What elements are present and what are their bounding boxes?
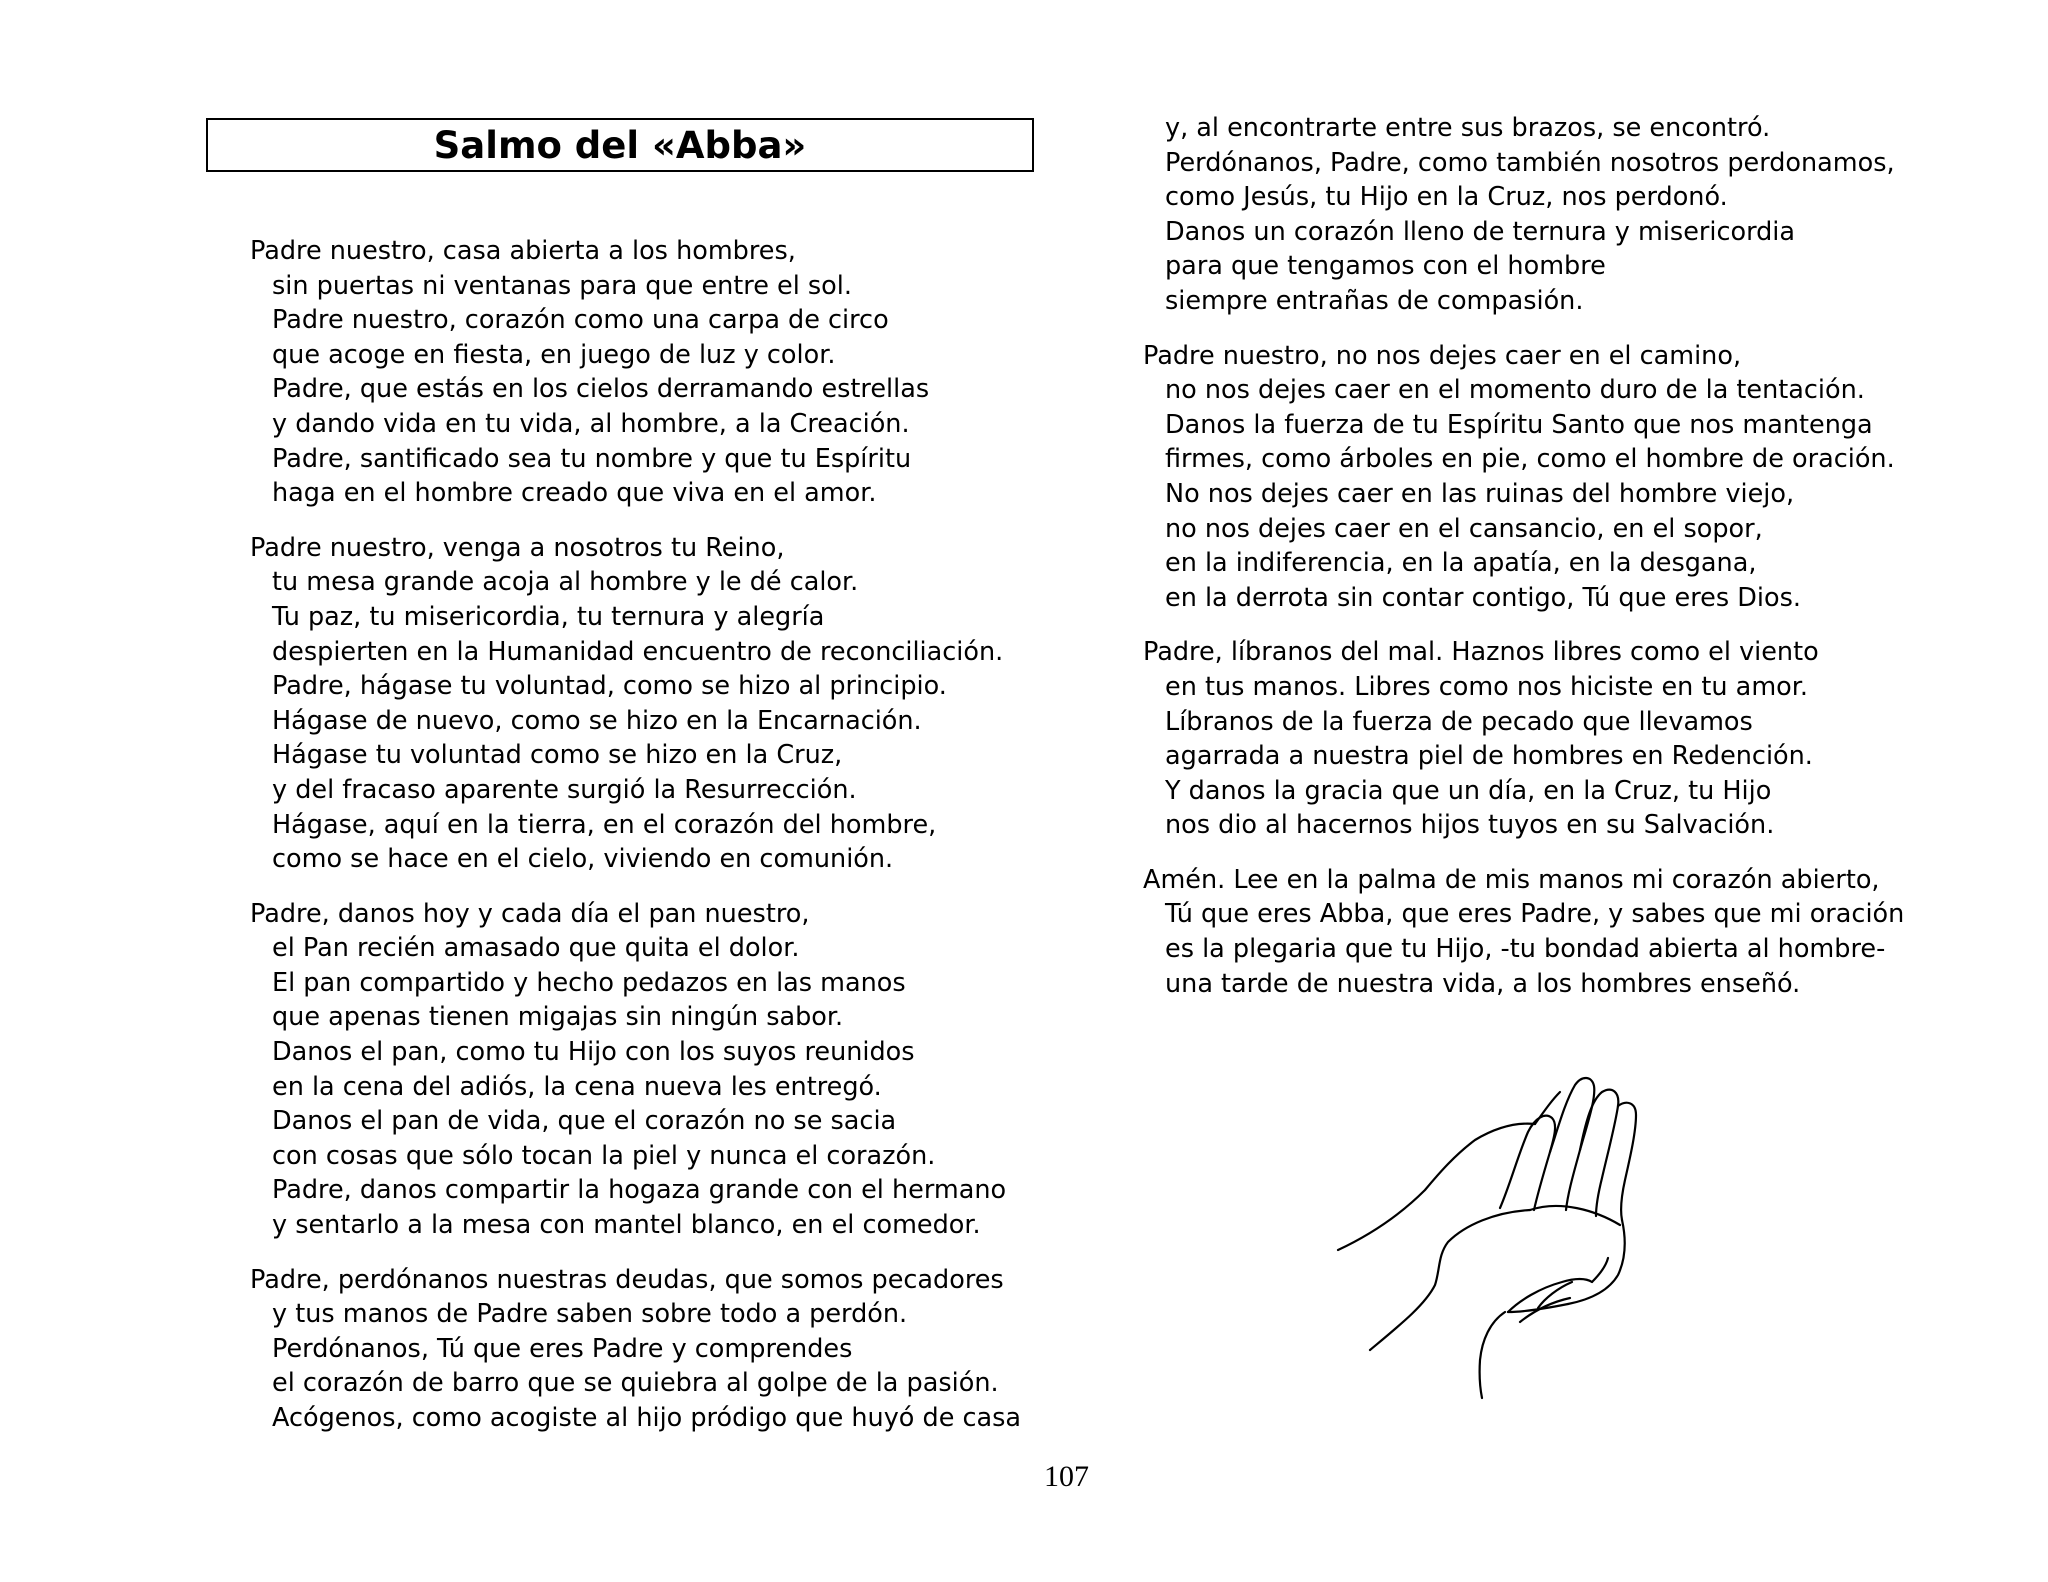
verse-line: como Jesús, tu Hijo en la Cruz, nos perdonó.	[1165, 182, 1728, 213]
verse-line: como se hace en el cielo, viviendo en comunión.	[272, 844, 894, 875]
verse-line: en la indiferencia, en la apatía, en la desgana,	[1165, 548, 1757, 579]
verse-line: Hágase, aquí en la tierra, en el corazón del hombre,	[272, 809, 937, 840]
verse-line: y del fracaso aparente surgió la Resurrección.	[272, 774, 857, 805]
stanza	[1143, 339, 1943, 616]
stanza	[1143, 635, 1943, 843]
verse-line: Danos el pan, como tu Hijo con los suyos reunidos	[272, 1037, 915, 1068]
verse-line: con cosas que sólo tocan la piel y nunca el corazón.	[272, 1140, 936, 1171]
verse-line: Tu paz, tu misericordia, tu ternura y alegría	[272, 601, 825, 632]
verse-line: Danos el pan de vida, que el corazón no se sacia	[272, 1106, 897, 1137]
verse-line: y, al encontrarte entre sus brazos, se encontró.	[1165, 113, 1771, 143]
verse-line: que apenas tienen migajas sin ningún sabor.	[272, 1002, 844, 1033]
page-title: Salmo del «Abba»	[433, 123, 807, 167]
right-column	[1143, 111, 1943, 1021]
verse-line: Danos la fuerza de tu Espíritu Santo que nos mantenga	[1165, 409, 1873, 440]
verse-line: y dando vida en tu vida, al hombre, a la Creación.	[272, 408, 910, 439]
verse-line: Padre, que estás en los cielos derramando estrellas	[272, 374, 930, 405]
verse-line: en tus manos. Libres como nos hiciste en tu amor.	[1165, 671, 1809, 702]
stanza	[250, 1263, 1040, 1436]
left-column	[250, 234, 1040, 1456]
verse-line: sin puertas ni ventanas para que entre el sol.	[272, 270, 852, 301]
verse-line: Padre, líbranos del mal. Haznos libres como el viento	[1143, 637, 1819, 668]
verse-line: no nos dejes caer en el momento duro de la tentación.	[1165, 375, 1865, 406]
verse-line: tu mesa grande acoja al hombre y le dé calor.	[272, 567, 859, 598]
verse-line: El pan compartido y hecho pedazos en las manos	[272, 967, 906, 998]
verse-line: despierten en la Humanidad encuentro de reconciliación.	[272, 636, 1004, 667]
verse-line: Padre, danos hoy y cada día el pan nuestro,	[250, 898, 810, 929]
title-box	[206, 118, 1034, 172]
verse-line: Amén. Lee en la palma de mis manos mi corazón abierto,	[1143, 864, 1880, 895]
verse-line: Padre nuestro, venga a nosotros tu Reino,	[250, 532, 785, 563]
verse-line: siempre entrañas de compasión.	[1165, 285, 1584, 316]
verse-line: Líbranos de la fuerza de pecado que llevamos	[1165, 706, 1753, 737]
verse-line: nos dio al hacernos hijos tuyos en su Salvación.	[1165, 810, 1775, 841]
stanza	[250, 897, 1040, 1243]
verse-line: Tú que eres Abba, que eres Padre, y sabes que mi oración	[1165, 899, 1905, 930]
verse-line: es la plegaria que tu Hijo, -tu bondad abierta al hombre-	[1165, 934, 1886, 965]
verse-line: Padre, danos compartir la hogaza grande con el hermano	[272, 1175, 1007, 1206]
verse-line: el Pan recién amasado que quita el dolor.	[272, 933, 800, 964]
verse-line: Hágase de nuevo, como se hizo en la Encarnación.	[272, 705, 922, 736]
verse-line: para que tengamos con el hombre	[1165, 251, 1606, 282]
praying-hands-icon	[1330, 1060, 1730, 1400]
verse-line: Padre nuestro, no nos dejes caer en el camino,	[1143, 340, 1742, 371]
stanza	[1143, 111, 1943, 319]
verse-line: el corazón de barro que se quiebra al golpe de la pasión.	[272, 1368, 999, 1399]
verse-line: en la derrota sin contar contigo, Tú que eres Dios.	[1165, 582, 1801, 613]
stanza	[250, 234, 1040, 511]
verse-line: Y danos la gracia que un día, en la Cruz, tu Hijo	[1165, 775, 1772, 806]
verse-line: en la cena del adiós, la cena nueva les entregó.	[272, 1071, 882, 1102]
verse-line: Padre, perdónanos nuestras deudas, que somos pecadores	[250, 1264, 1004, 1295]
verse-line: Danos un corazón lleno de ternura y misericordia	[1165, 216, 1796, 247]
stanza	[250, 531, 1040, 877]
verse-line: haga en el hombre creado que viva en el amor.	[272, 478, 877, 509]
verse-line: y sentarlo a la mesa con mantel blanco, en el comedor.	[272, 1210, 981, 1241]
page-number: 107	[1044, 1460, 1089, 1493]
verse-line: Acógenos, como acogiste al hijo pródigo que huyó de casa	[272, 1403, 1022, 1433]
verse-line: Padre nuestro, corazón como una carpa de circo	[272, 305, 889, 336]
verse-line: Perdónanos, Tú que eres Padre y comprendes	[272, 1333, 853, 1364]
verse-line: y tus manos de Padre saben sobre todo a perdón.	[272, 1299, 908, 1330]
verse-line: Padre, hágase tu voluntad, como se hizo al principio.	[272, 671, 947, 702]
stanza	[1143, 863, 1943, 1001]
verse-line: no nos dejes caer en el cansancio, en el sopor,	[1165, 513, 1763, 544]
verse-line: Padre, santificado sea tu nombre y que tu Espíritu	[272, 443, 912, 474]
verse-line: Hágase tu voluntad como se hizo en la Cruz,	[272, 740, 843, 771]
verse-line: agarrada a nuestra piel de hombres en Redención.	[1165, 741, 1813, 772]
verse-line: firmes, como árboles en pie, como el hombre de oración.	[1165, 444, 1895, 475]
verse-line: Padre nuestro, casa abierta a los hombres,	[250, 236, 796, 266]
verse-line: Perdónanos, Padre, como también nosotros perdonamos,	[1165, 147, 1895, 178]
verse-line: que acoge en fiesta, en juego de luz y color.	[272, 339, 836, 370]
verse-line: una tarde de nuestra vida, a los hombres enseñó.	[1165, 968, 1801, 999]
verse-line: No nos dejes caer en las ruinas del hombre viejo,	[1165, 478, 1795, 509]
